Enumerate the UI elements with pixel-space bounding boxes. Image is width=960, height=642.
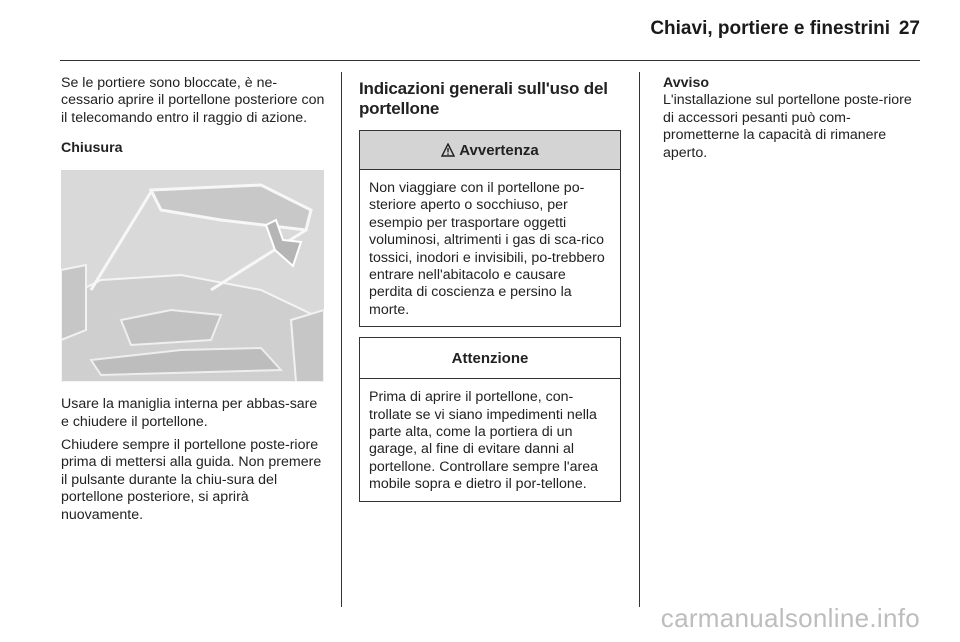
closing-subheading: Chiusura bbox=[61, 140, 123, 157]
caution-box-title: Attenzione bbox=[451, 349, 529, 367]
caution-box bbox=[359, 337, 621, 501]
warning-box-body: Non viaggiare con il portellone po-steriore aperto o socchiuso, per esempio per trasportare oggetti voluminosi, altrimenti i gas di sca-rico tossici, inodori e invisibili, po-trebbero entrare nell'abitacolo e causare perdita di coscienza e persino la morte. bbox=[369, 180, 605, 318]
column-left bbox=[61, 75, 329, 537]
warning-triangle-icon bbox=[441, 143, 455, 157]
intro-paragraph: Se le portiere sono bloccate, è ne-cessario aprire il portellone posteriore con il telecomando entro il raggio di azione. bbox=[61, 75, 325, 126]
column-middle bbox=[359, 75, 624, 512]
page-number: 27 bbox=[898, 18, 920, 39]
warning-box-header bbox=[360, 131, 620, 170]
column-divider-left bbox=[341, 72, 342, 607]
caution-box-body: Prima di aprire il portellone, con-trollate se vi siano impedimenti nella parte alta, come la portiera di un garage, al fine di evitare danni al portellone. Controllare sempre l'area mobile sopra e dietro il por-tellone. bbox=[369, 389, 599, 493]
warning-box bbox=[359, 130, 621, 327]
column-right bbox=[663, 75, 925, 175]
column-divider-right bbox=[639, 72, 640, 607]
tailgate-drawing bbox=[61, 170, 324, 382]
page-title: Chiavi, portiere e finestrini bbox=[650, 18, 890, 39]
notice-title: Avviso bbox=[663, 75, 709, 91]
handle-paragraph: Usare la maniglia interna per abbas-sare e chiudere il portellone. bbox=[61, 396, 318, 430]
warning-box-title: Avvertenza bbox=[459, 141, 539, 159]
closing-paragraph: Chiudere sempre il portellone poste-riore prima di mettersi alla guida. Non premere il pulsante durante la chiu-sura del portellone posteriore, si aprirà nuovamente. bbox=[61, 437, 322, 523]
watermark: carmanualsonline.info bbox=[660, 603, 920, 633]
caution-box-header bbox=[360, 338, 620, 379]
header-rule bbox=[60, 60, 920, 61]
section-heading: Indicazioni generali sull'uso del portellone bbox=[359, 79, 608, 118]
notice-body: L'installazione sul portellone poste-riore di accessori pesanti può com-prometterne la capacità di rimanere aperto. bbox=[663, 92, 912, 161]
tailgate-illustration bbox=[61, 170, 324, 382]
